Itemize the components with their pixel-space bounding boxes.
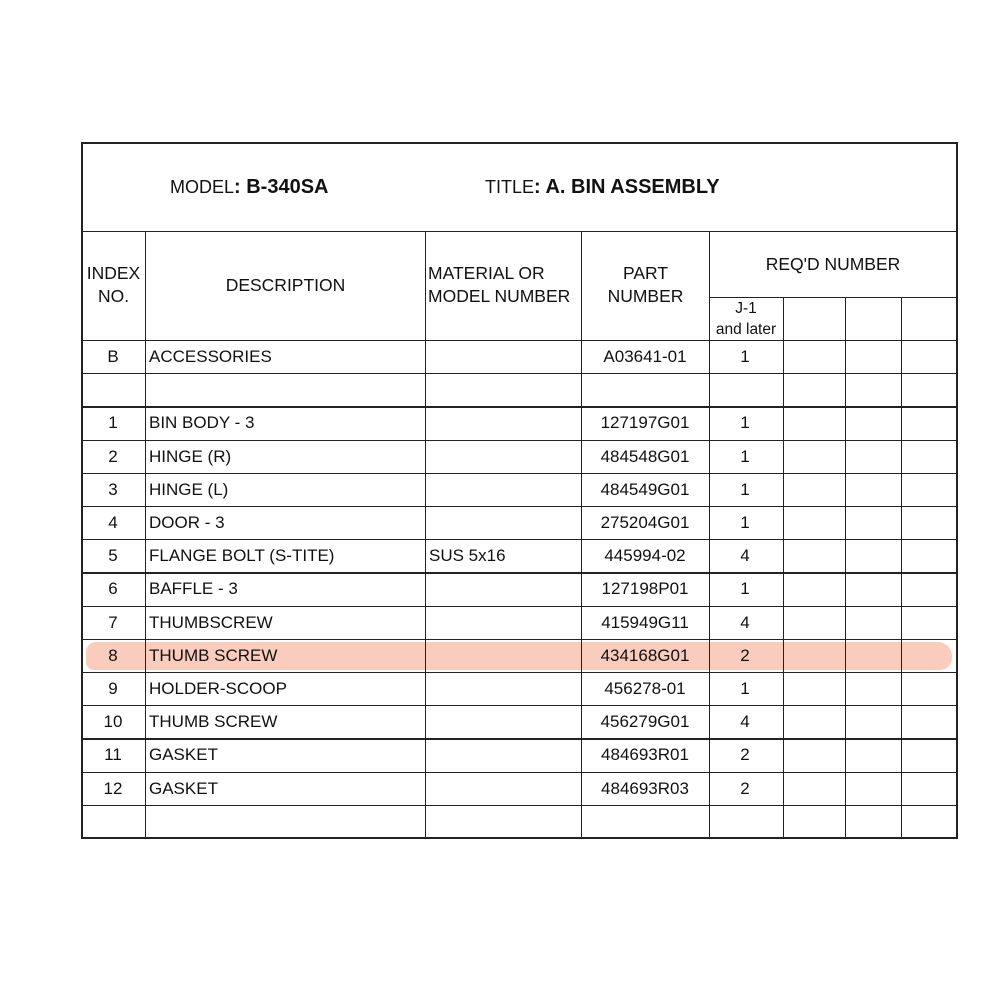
row-divider xyxy=(82,406,957,407)
material-header-line1: MATERIAL OR xyxy=(428,263,545,283)
row-index: 9 xyxy=(108,679,118,698)
title-heading xyxy=(485,176,720,199)
reqd-sub-divider xyxy=(709,297,957,298)
row-part-number: 275204G01 xyxy=(600,513,690,532)
row-description: BAFFLE - 3 xyxy=(149,579,238,599)
column-divider xyxy=(709,231,710,838)
row-divider xyxy=(82,506,957,507)
row-description: FLANGE BOLT (S-TITE) xyxy=(149,546,335,566)
title-divider xyxy=(82,231,957,232)
model-heading xyxy=(170,176,329,199)
row-part-number: A03641-01 xyxy=(603,347,687,366)
row-part-number: 127197G01 xyxy=(600,413,690,433)
row-description: DOOR - 3 xyxy=(149,513,225,532)
row-divider xyxy=(82,738,957,739)
part-header-line1: PART xyxy=(622,263,669,283)
row-description: ACCESSORIES xyxy=(149,347,272,366)
row-part-number: 484693R01 xyxy=(601,745,689,765)
column-divider xyxy=(425,231,426,838)
row-index: 2 xyxy=(108,446,118,466)
column-header-description: DESCRIPTION xyxy=(225,275,346,295)
row-part-number: 434168G01 xyxy=(600,645,690,665)
row-quantity: 4 xyxy=(740,612,750,632)
title-label: TITLE xyxy=(485,177,535,197)
row-material: SUS 5x16 xyxy=(429,546,506,566)
row-quantity: 1 xyxy=(740,579,750,599)
row-divider xyxy=(82,672,957,673)
row-index: 1 xyxy=(108,413,118,433)
row-description: THUMB SCREW xyxy=(149,712,278,732)
reqd-subcolumn-divider xyxy=(783,297,784,838)
row-divider xyxy=(82,639,957,640)
row-description: GASKET xyxy=(149,778,218,798)
row-divider xyxy=(82,705,957,706)
column-divider xyxy=(145,231,146,838)
row-quantity: 1 xyxy=(740,347,750,366)
column-header-material xyxy=(428,262,583,308)
part-header-line2: NUMBER xyxy=(607,286,684,306)
row-quantity: 1 xyxy=(740,413,750,433)
row-part-number: 456279G01 xyxy=(600,712,690,732)
row-part-number: 415949G11 xyxy=(601,612,689,632)
column-header-reqd-sub xyxy=(709,298,783,340)
row-divider xyxy=(82,772,957,773)
row-divider xyxy=(82,606,957,607)
row-quantity: 1 xyxy=(740,679,750,698)
row-quantity: 2 xyxy=(740,745,750,765)
row-description: THUMBSCREW xyxy=(149,612,273,632)
row-index: 6 xyxy=(108,579,118,599)
header-divider xyxy=(82,340,957,341)
reqd-sub-line2: and later xyxy=(715,321,777,338)
row-quantity: 2 xyxy=(740,645,750,665)
column-divider xyxy=(581,231,582,838)
row-quantity: 1 xyxy=(740,446,750,466)
row-quantity: 4 xyxy=(740,712,750,732)
row-index: 12 xyxy=(103,778,123,798)
row-quantity: 1 xyxy=(740,479,750,499)
row-quantity: 1 xyxy=(740,513,750,532)
column-header-index xyxy=(82,262,145,308)
title-value: : A. BIN ASSEMBLY xyxy=(534,176,720,198)
row-part-number: 484548G01 xyxy=(600,446,690,466)
row-index: 7 xyxy=(108,612,118,632)
row-quantity: 2 xyxy=(740,778,750,798)
row-part-number: 484549G01 xyxy=(600,479,690,499)
row-description: HOLDER-SCOOP xyxy=(149,679,287,698)
index-header-line2: NO. xyxy=(97,286,130,306)
column-header-part xyxy=(582,262,709,308)
row-description: GASKET xyxy=(149,745,218,765)
index-header-line1: INDEX xyxy=(86,263,141,283)
row-index: 11 xyxy=(104,745,122,765)
column-header-reqd: REQ'D NUMBER xyxy=(765,254,901,274)
row-divider xyxy=(82,473,957,474)
row-divider xyxy=(82,539,957,540)
row-divider xyxy=(82,572,957,573)
row-divider xyxy=(82,805,957,806)
reqd-subcolumn-divider xyxy=(901,297,902,838)
row-description: THUMB SCREW xyxy=(149,645,278,665)
row-part-number: 445994-02 xyxy=(604,546,686,566)
row-index: 3 xyxy=(108,479,118,499)
row-quantity: 4 xyxy=(740,546,750,566)
row-index: 8 xyxy=(108,645,118,665)
reqd-subcolumn-divider xyxy=(845,297,846,838)
row-part-number: 456278-01 xyxy=(604,679,686,698)
row-divider xyxy=(82,373,957,374)
model-label: MODEL xyxy=(170,177,235,197)
row-part-number: 484693R03 xyxy=(601,778,689,798)
row-divider xyxy=(82,440,957,441)
row-description: BIN BODY - 3 xyxy=(149,413,255,433)
row-part-number: 127198P01 xyxy=(601,579,689,599)
row-index: B xyxy=(107,347,119,366)
row-description: HINGE (R) xyxy=(149,446,232,466)
row-description: HINGE (L) xyxy=(149,479,229,499)
reqd-sub-line1: J-1 xyxy=(735,300,757,317)
row-index: 10 xyxy=(103,712,123,732)
material-header-line2: MODEL NUMBER xyxy=(428,286,571,306)
row-index: 4 xyxy=(108,513,118,532)
model-value: : B-340SA xyxy=(234,176,329,198)
row-index: 5 xyxy=(108,546,118,566)
